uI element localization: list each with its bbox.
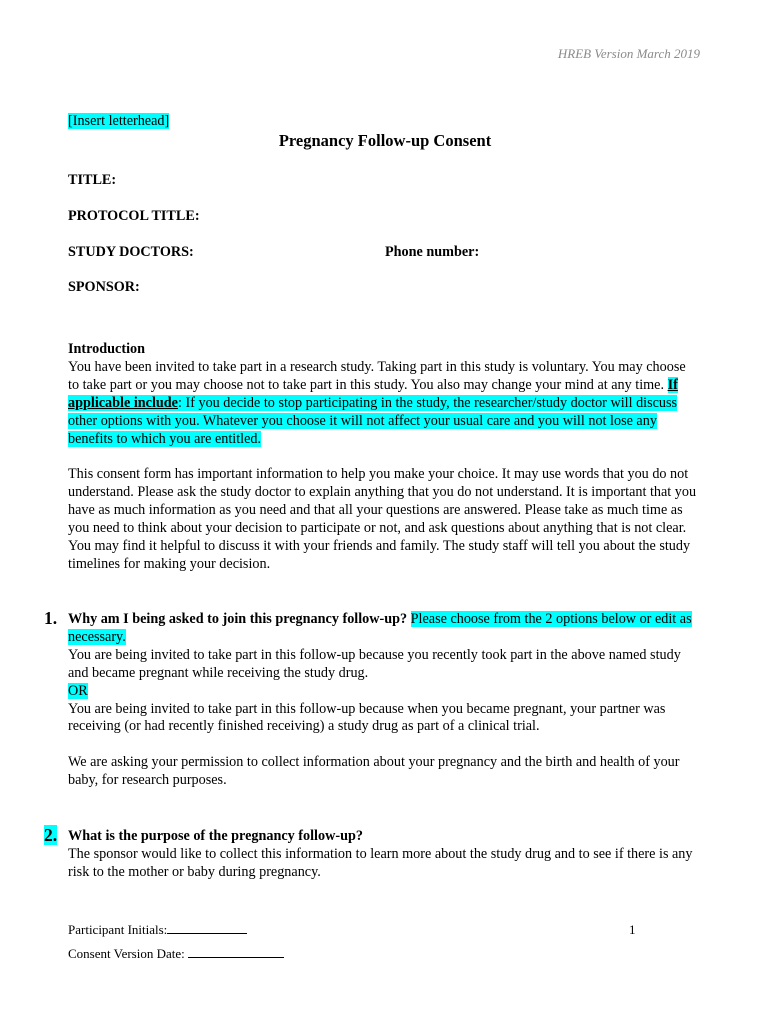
consent-version-date-label: Consent Version Date:	[68, 946, 185, 961]
letterhead-placeholder	[68, 113, 169, 130]
section-1-option-2: You are being invited to take part in this follow-up because when you became pregnant, your partner was receiving (or had recently finished receiving) a study drug as part of a clinical trial.	[68, 700, 666, 735]
or-label: OR	[68, 682, 88, 699]
protocol-title-field-label: PROTOCOL TITLE:	[68, 208, 200, 224]
if-applicable-label: If applicable include	[68, 376, 678, 411]
section-2-body: The sponsor would like to collect this information to learn more about the study drug and to see if there is any risk to the mother or baby during pregnancy.	[68, 845, 693, 880]
section-1-number: 1.	[44, 608, 58, 628]
section-1-instruction: Please choose from the 2 options below or edit as necessary.	[68, 611, 692, 645]
page-number: 1	[629, 922, 636, 937]
section-2-number-text: 2.	[44, 825, 58, 845]
introduction-section	[68, 341, 698, 448]
section-1-option-1: You are being invited to take part in this follow-up because you recently took part in the above named study and became pregnant while receiving the study drug.	[68, 646, 681, 681]
participant-initials-label: Participant Initials:	[68, 922, 168, 937]
consent-version-date	[68, 945, 284, 962]
phone-number-field-label: Phone number:	[385, 244, 480, 260]
section-1	[68, 611, 698, 790]
version-label: HREB Version March 2019	[557, 46, 700, 61]
section-1-heading	[68, 611, 698, 647]
introduction-paragraph	[68, 359, 698, 449]
participant-initials-blank	[167, 921, 247, 934]
participant-initials	[68, 921, 247, 938]
study-doctors-field-label: STUDY DOCTORS:	[68, 244, 194, 260]
sponsor-field-label: SPONSOR:	[68, 279, 140, 295]
page-title: Pregnancy Follow-up Consent	[278, 131, 492, 150]
section-1-permission-paragraph: We are asking your permission to collect information about your pregnancy and the birth and health of your baby, for research purposes.	[68, 754, 680, 789]
section-2	[68, 828, 698, 882]
intro-text: You have been invited to take part in a research study. Taking part in this study is voluntary. You may choose to take part or you may choose not to take part in this study. You also may change your mind at any time.	[68, 358, 686, 393]
section-1-title: Why am I being asked to join this pregnancy follow-up?	[68, 611, 408, 627]
consent-version-date-blank	[188, 945, 284, 958]
section-2-title: What is the purpose of the pregnancy follow-up?	[68, 828, 363, 844]
section-2-number	[44, 825, 57, 846]
title-field-label: TITLE:	[68, 172, 117, 188]
introduction-heading: Introduction	[68, 341, 145, 357]
section-1-or	[68, 683, 698, 701]
consent-info-paragraph: This consent form has important information to help you make your choice. It may use words that you do not understand. Please ask the study doctor to explain anything that you do not understand. It is important that you have as much information as you need and that all your questions are answered. Please take as much time as you need to think about your decision to participate or not, and ask questions about anything that is not clear. You may find it helpful to discuss it with your friends and family. The study staff will tell you about the study timelines for making your decision.	[68, 466, 697, 572]
intro-optional-text: : If you decide to stop participating in the study, the researcher/study doctor will discuss other options with you. Whatever you choose it will not affect your usual care and you will not lose any benefits to which you are entitled.	[68, 394, 678, 447]
letterhead-text: [Insert letterhead]	[68, 113, 170, 129]
